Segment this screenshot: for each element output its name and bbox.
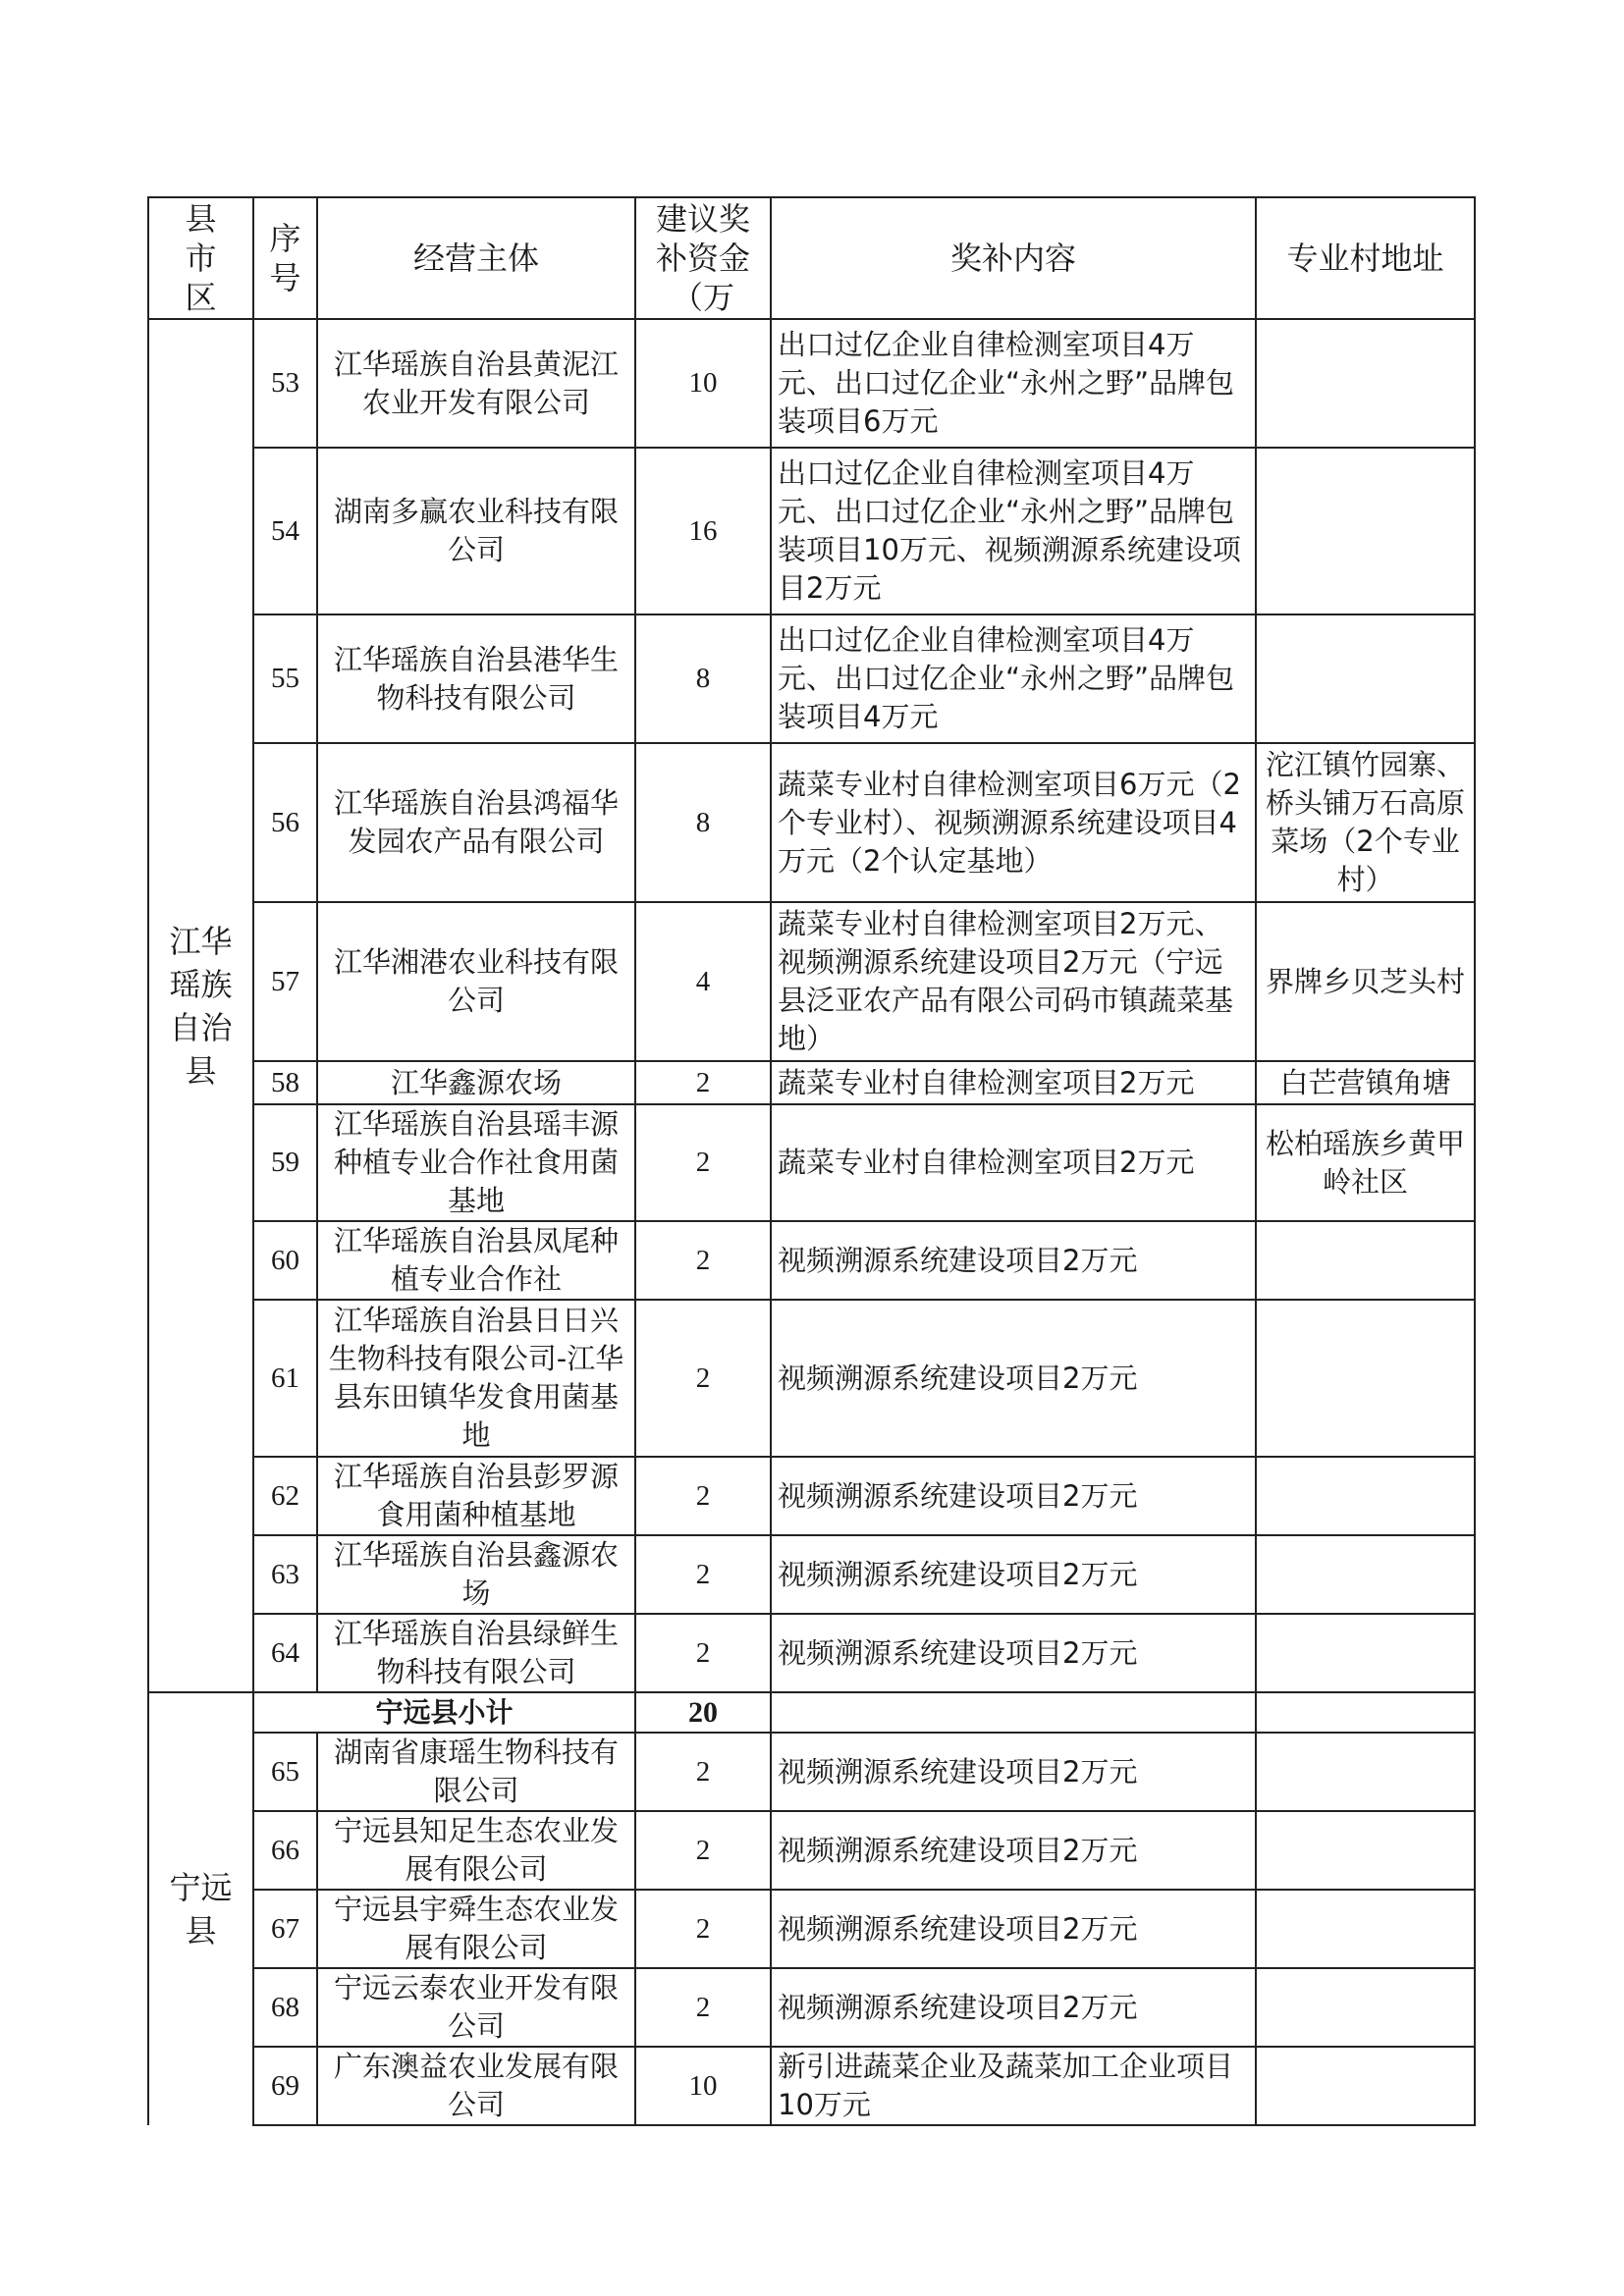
row-number: 62 bbox=[253, 1457, 317, 1535]
row-amount: 2 bbox=[635, 1811, 771, 1890]
row-address bbox=[1256, 1457, 1475, 1535]
row-content: 蔬菜专业村自律检测室项目2万元 bbox=[771, 1061, 1256, 1104]
row-subject: 江华湘港农业科技有限公司 bbox=[317, 902, 635, 1061]
subtotal-content bbox=[771, 1692, 1256, 1733]
row-subject: 江华瑶族自治县日日兴生物科技有限公司-江华县东田镇华发食用菌基地 bbox=[317, 1300, 635, 1457]
row-content: 蔬菜专业村自律检测室项目2万元、视频溯源系统建设项目2万元（宁远县泛亚农产品有限公司码市镇蔬菜基地） bbox=[771, 902, 1256, 1061]
table-row bbox=[148, 1300, 1475, 1457]
row-address bbox=[1256, 614, 1475, 743]
table-row bbox=[148, 743, 1475, 902]
row-address bbox=[1256, 448, 1475, 614]
table-row bbox=[148, 1811, 1475, 1890]
table-row bbox=[148, 448, 1475, 614]
row-content: 蔬菜专业村自律检测室项目6万元（2个专业村）、视频溯源系统建设项目4万元（2个认定基地） bbox=[771, 743, 1256, 902]
subtotal-address bbox=[1256, 1692, 1475, 1733]
row-content: 视频溯源系统建设项目2万元 bbox=[771, 1890, 1256, 1968]
row-content: 新引进蔬菜企业及蔬菜加工企业项目10万元 bbox=[771, 2047, 1256, 2125]
row-number: 55 bbox=[253, 614, 317, 743]
row-amount: 8 bbox=[635, 743, 771, 902]
row-amount: 2 bbox=[635, 1457, 771, 1535]
row-content: 视频溯源系统建设项目2万元 bbox=[771, 1614, 1256, 1692]
county-cell: 江华瑶族自治县 bbox=[148, 319, 253, 1692]
row-subject: 江华瑶族自治县鑫源农场 bbox=[317, 1535, 635, 1614]
row-amount: 2 bbox=[635, 1300, 771, 1457]
row-amount: 2 bbox=[635, 1061, 771, 1104]
row-address bbox=[1256, 2047, 1475, 2125]
row-content: 蔬菜专业村自律检测室项目2万元 bbox=[771, 1104, 1256, 1221]
row-number: 53 bbox=[253, 319, 317, 448]
row-content: 视频溯源系统建设项目2万元 bbox=[771, 1300, 1256, 1457]
row-content: 出口过亿企业自律检测室项目4万元、出口过亿企业“永州之野”品牌包装项目6万元 bbox=[771, 319, 1256, 448]
row-number: 69 bbox=[253, 2047, 317, 2125]
row-address: 沱江镇竹园寨、桥头铺万石高原菜场（2个专业村） bbox=[1256, 743, 1475, 902]
row-subject: 江华瑶族自治县彭罗源食用菌种植基地 bbox=[317, 1457, 635, 1535]
header-subject: 经营主体 bbox=[317, 197, 635, 319]
header-row bbox=[148, 197, 1475, 319]
row-address bbox=[1256, 1221, 1475, 1300]
row-subject: 江华鑫源农场 bbox=[317, 1061, 635, 1104]
row-number: 56 bbox=[253, 743, 317, 902]
table-row bbox=[148, 319, 1475, 448]
row-content: 视频溯源系统建设项目2万元 bbox=[771, 1221, 1256, 1300]
row-address: 界牌乡贝芝头村 bbox=[1256, 902, 1475, 1061]
row-number: 65 bbox=[253, 1733, 317, 1811]
row-content: 视频溯源系统建设项目2万元 bbox=[771, 1457, 1256, 1535]
header-address: 专业村地址 bbox=[1256, 197, 1475, 319]
row-address bbox=[1256, 1968, 1475, 2047]
table-row bbox=[148, 1968, 1475, 2047]
row-subject: 江华瑶族自治县瑶丰源种植专业合作社食用菌基地 bbox=[317, 1104, 635, 1221]
row-subject: 湖南省康瑶生物科技有限公司 bbox=[317, 1733, 635, 1811]
row-subject: 江华瑶族自治县鸿福华发园农产品有限公司 bbox=[317, 743, 635, 902]
row-number: 54 bbox=[253, 448, 317, 614]
row-address bbox=[1256, 1890, 1475, 1968]
row-number: 59 bbox=[253, 1104, 317, 1221]
subtotal-row bbox=[148, 1692, 1475, 1733]
row-number: 64 bbox=[253, 1614, 317, 1692]
subtotal-amount: 20 bbox=[635, 1692, 771, 1733]
row-subject: 江华瑶族自治县凤尾种植专业合作社 bbox=[317, 1221, 635, 1300]
row-number: 57 bbox=[253, 902, 317, 1061]
table-row bbox=[148, 1890, 1475, 1968]
row-address: 松柏瑶族乡黄甲岭社区 bbox=[1256, 1104, 1475, 1221]
row-amount: 4 bbox=[635, 902, 771, 1061]
row-amount: 10 bbox=[635, 2047, 771, 2125]
row-amount: 2 bbox=[635, 1221, 771, 1300]
row-number: 66 bbox=[253, 1811, 317, 1890]
row-subject: 宁远云泰农业开发有限公司 bbox=[317, 1968, 635, 2047]
row-address bbox=[1256, 319, 1475, 448]
table-row bbox=[148, 1221, 1475, 1300]
table-row bbox=[148, 1535, 1475, 1614]
row-address bbox=[1256, 1811, 1475, 1890]
row-subject: 江华瑶族自治县港华生物科技有限公司 bbox=[317, 614, 635, 743]
row-amount: 2 bbox=[635, 1104, 771, 1221]
table-row bbox=[148, 1104, 1475, 1221]
row-number: 61 bbox=[253, 1300, 317, 1457]
row-subject: 宁远县宇舜生态农业发展有限公司 bbox=[317, 1890, 635, 1968]
row-number: 58 bbox=[253, 1061, 317, 1104]
row-content: 视频溯源系统建设项目2万元 bbox=[771, 1535, 1256, 1614]
row-content: 视频溯源系统建设项目2万元 bbox=[771, 1733, 1256, 1811]
row-number: 63 bbox=[253, 1535, 317, 1614]
row-amount: 2 bbox=[635, 1733, 771, 1811]
row-number: 60 bbox=[253, 1221, 317, 1300]
row-amount: 8 bbox=[635, 614, 771, 743]
row-number: 67 bbox=[253, 1890, 317, 1968]
table-row bbox=[148, 2047, 1475, 2125]
row-amount: 2 bbox=[635, 1890, 771, 1968]
subtotal-label: 宁远县小计 bbox=[253, 1692, 635, 1733]
header-number: 序号 bbox=[253, 197, 317, 319]
row-number: 68 bbox=[253, 1968, 317, 2047]
header-content: 奖补内容 bbox=[771, 197, 1256, 319]
row-amount: 2 bbox=[635, 1968, 771, 2047]
row-subject: 广东澳益农业发展有限公司 bbox=[317, 2047, 635, 2125]
row-subject: 湖南多赢农业科技有限公司 bbox=[317, 448, 635, 614]
row-subject: 江华瑶族自治县黄泥江农业开发有限公司 bbox=[317, 319, 635, 448]
table-row bbox=[148, 1061, 1475, 1104]
header-county: 县市区 bbox=[148, 197, 253, 319]
row-subject: 江华瑶族自治县绿鲜生物科技有限公司 bbox=[317, 1614, 635, 1692]
row-address bbox=[1256, 1300, 1475, 1457]
row-subject: 宁远县知足生态农业发展有限公司 bbox=[317, 1811, 635, 1890]
row-address bbox=[1256, 1535, 1475, 1614]
county-cell: 宁远县 bbox=[148, 1692, 253, 2125]
row-amount: 2 bbox=[635, 1614, 771, 1692]
row-address bbox=[1256, 1614, 1475, 1692]
award-table bbox=[147, 196, 1476, 2126]
row-content: 视频溯源系统建设项目2万元 bbox=[771, 1968, 1256, 2047]
table-row bbox=[148, 902, 1475, 1061]
row-amount: 2 bbox=[635, 1535, 771, 1614]
table-row bbox=[148, 614, 1475, 743]
table-row bbox=[148, 1457, 1475, 1535]
row-amount: 16 bbox=[635, 448, 771, 614]
row-content: 出口过亿企业自律检测室项目4万元、出口过亿企业“永州之野”品牌包装项目4万元 bbox=[771, 614, 1256, 743]
header-amount: 建议奖补资金（万 bbox=[635, 197, 771, 319]
row-content: 视频溯源系统建设项目2万元 bbox=[771, 1811, 1256, 1890]
table-row bbox=[148, 1733, 1475, 1811]
row-address: 白芒营镇角塘 bbox=[1256, 1061, 1475, 1104]
row-amount: 10 bbox=[635, 319, 771, 448]
row-content: 出口过亿企业自律检测室项目4万元、出口过亿企业“永州之野”品牌包装项目10万元、视频溯源系统建设项目2万元 bbox=[771, 448, 1256, 614]
row-address bbox=[1256, 1733, 1475, 1811]
table-row bbox=[148, 1614, 1475, 1692]
